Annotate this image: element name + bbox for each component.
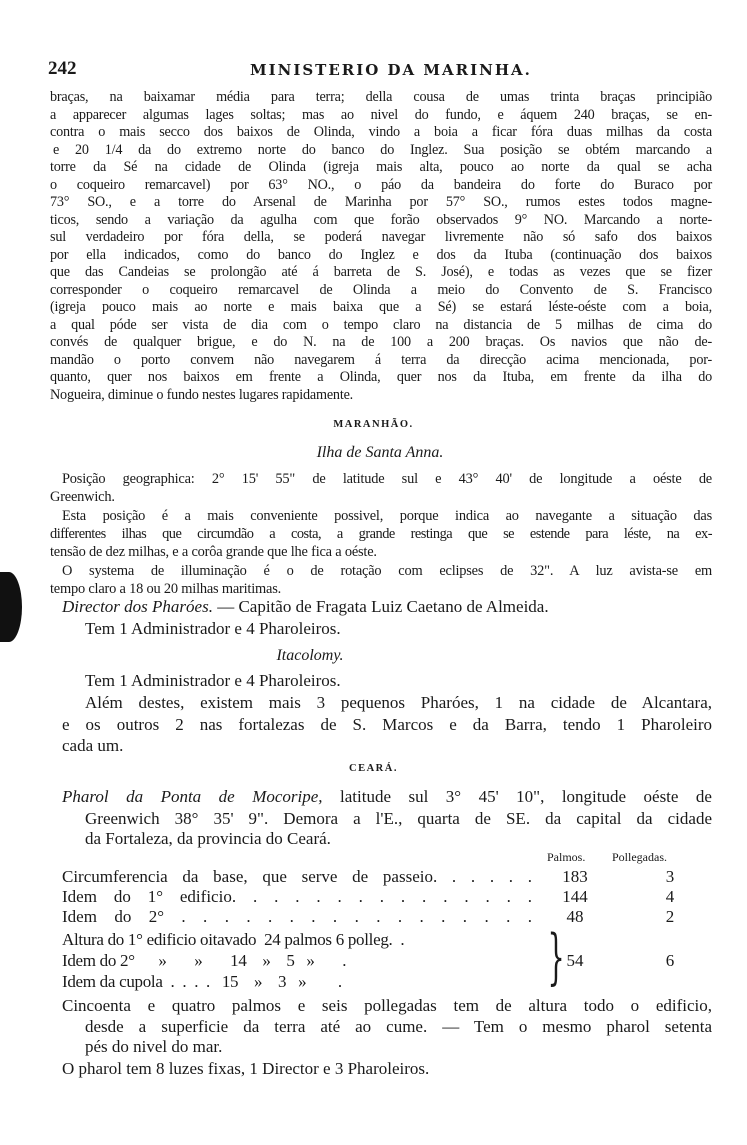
page-number: 242 xyxy=(48,58,77,79)
text-line: por ella indicados, como do banco do Inglez e dos da Ituba (continuação dos baixos xyxy=(50,246,712,263)
director-line xyxy=(62,598,549,618)
ink-blot-thumb xyxy=(0,572,22,642)
text-line: Cincoenta e quatro palmos e seis pollegadas tem de altura todo o edificio, xyxy=(62,996,712,1015)
text-line: sul verdadeiro por fóra della, se poderá navegar livremente não só safo dos baixos xyxy=(50,229,712,245)
table-row-label: Idem do 2° . . . . . . . . . . . . . . . . . xyxy=(62,907,532,926)
text-line: Esta posição é a mais conveniente possivel, porque indica ao navegante a situação das xyxy=(62,508,712,524)
text-line: O pharol tem 8 luzes fixas, 1 Director e 3 Pharoleiros. xyxy=(62,1059,430,1078)
table-cell-palmos-total: 54 xyxy=(566,951,584,970)
text-line: convés de qualquer brigue, e do N. na de 100 a 200 braças. Os navios que não de- xyxy=(50,334,712,350)
text-line xyxy=(62,788,712,808)
text-line: mandão o porto convem não navegarem á terra da direcção acima mencionada, por- xyxy=(50,351,712,368)
text-line: Nogueira, diminue o fundo nestes lugares rapidamente. xyxy=(50,386,354,403)
running-title: MINISTERIO DA MARINHA. xyxy=(250,61,532,79)
text-line: e 20 1/4 da do extremo norte do banco do Inglez. Sua posição se obtém marcando a xyxy=(53,141,712,158)
director-text: — Capitão de Fragata Luiz Caetano de Almeida. xyxy=(212,597,549,616)
table-cell-palmos: 144 xyxy=(562,887,588,906)
table-cell-palmos: 183 xyxy=(562,867,588,886)
text-line: ticos, sendo a variação da agulha com que forão observados 9° NO. Marcando a norte- xyxy=(50,211,712,228)
pharol-position: latitude sul 3° 45' 10", longitude oéste de xyxy=(322,787,712,806)
column-header-pollegadas: Pollegadas. xyxy=(612,850,667,864)
text-line: differentes ilhas que circumdão a costa, a grande restinga que se estende para léste, na ex- xyxy=(50,526,712,542)
text-line: tensão de dez milhas, e a corôa grande que lhe fica a oéste. xyxy=(50,544,377,560)
text-line: torre da Sé na cidade de Olinda (igreja mais alta, pouco ao norte da qual se acha xyxy=(50,159,712,175)
section-heading-maranhao: MARANHÃO. xyxy=(333,419,414,430)
table-cell-pollegadas: 4 xyxy=(665,887,675,906)
text-line: Tem 1 Administrador e 4 Pharoleiros. xyxy=(85,671,341,690)
subheading-itacolomy: Itacolomy. xyxy=(276,647,344,664)
table-cell-pollegadas-total: 6 xyxy=(665,951,675,970)
text-line: que das Candeias se prolongão até á barreta de S. José), e todas as vezes que se fizer xyxy=(50,264,712,280)
table-cell-palmos: 48 xyxy=(566,907,584,926)
table-cell-pollegadas: 3 xyxy=(665,867,675,886)
text-line: a qual póde ser vista de dia com o tempo claro na distancia de 5 milhas de cima do xyxy=(50,316,712,333)
text-line: corresponder o coqueiro remarcavel de Olinda a meio do Convento de S. Francisco xyxy=(50,281,712,298)
text-line: cada um. xyxy=(62,736,124,755)
table-group-row: Idem do 2° » » 14 » 5 » . xyxy=(62,951,347,970)
text-line: desde a superficie da terra até ao cume. — Tem o mesmo pharol setenta xyxy=(85,1017,712,1036)
text-line: e os outros 2 nas fortalezas de S. Marcos e da Barra, tendo 1 Pharoleiro xyxy=(62,715,712,734)
column-header-palmos: Palmos. xyxy=(547,850,586,864)
text-line: Posição geographica: 2° 15' 55" de latitude sul e 43° 40' de longitude a oéste de xyxy=(62,471,712,487)
table-group-row: Altura do 1° edificio oitavado 24 palmos 6 polleg. . xyxy=(62,930,405,949)
text-line: pés do nivel do mar. xyxy=(85,1037,223,1056)
text-line: Além destes, existem mais 3 pequenos Pharóes, 1 na cidade de Alcantara, xyxy=(85,693,712,712)
text-line: o coqueiro remarcavel) por 63° NO., o páo da bandeira do forte do Buraco por xyxy=(50,176,712,193)
pharol-label: Pharol da Ponta de Mocoripe, xyxy=(62,787,323,806)
brace-icon: } xyxy=(547,922,565,992)
text-line: a apparecer algumas lages soltas; mas ao nivel do fundo, e áquem 240 braças, se en- xyxy=(50,106,712,123)
table-row-label: Circumferencia da base, que serve de passeio. . . . . . xyxy=(62,867,532,886)
text-line: O systema de illuminação é o de rotação com eclipses de 32". A luz avista-se em xyxy=(62,563,712,579)
text-line: 73° SO., e a torre do Arsenal de Marinha por 57° SO., rumos estes todos magne- xyxy=(50,194,712,210)
text-line: Greenwich 38° 35' 9". Demora a l'E., quarta de SE. da capital da cidade xyxy=(85,809,712,828)
text-line: tempo claro a 18 ou 20 milhas maritimas. xyxy=(50,581,281,597)
subheading-ilha-santa-anna: Ilha de Santa Anna. xyxy=(316,444,444,461)
text-line: braças, na baixamar média para terra; della cousa de umas trinta braças principião xyxy=(50,89,712,105)
text-line: Greenwich. xyxy=(50,489,115,505)
text-line: (igreja pouco mais ao norte e mais baixa que a Sé) se estará léste-oéste com a boia, xyxy=(50,299,712,315)
text-line: contra o mais secco dos baixos de Olinda, vindo a boia a ficar fóra duas milhas da costa xyxy=(50,124,712,140)
text-line: quanto, quer nos baixos em frente a Olinda, quer nos da Ituba, em frente da ilha do xyxy=(50,369,712,385)
section-heading-ceara: CEARÁ. xyxy=(349,763,398,774)
table-cell-pollegadas: 2 xyxy=(665,907,675,926)
director-label: Director dos Pharóes. xyxy=(62,597,213,616)
table-group-row: Idem da cupola . . . . 15 » 3 » . xyxy=(62,972,342,991)
text-line: da Fortaleza, da provincia do Ceará. xyxy=(85,829,331,848)
table-row-label: Idem do 1° edificio. . . . . . . . . . . . . . . xyxy=(62,887,532,906)
staff-line: Tem 1 Administrador e 4 Pharoleiros. xyxy=(85,619,341,638)
